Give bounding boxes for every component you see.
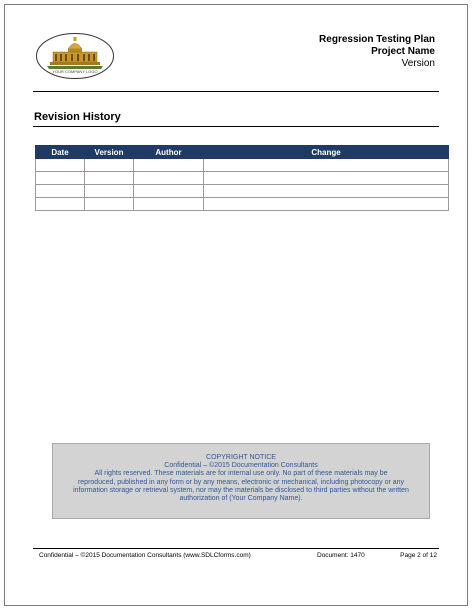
table-row — [36, 198, 449, 211]
column-header-change: Change — [204, 146, 449, 159]
table-row — [36, 185, 449, 198]
table-cell[interactable] — [85, 198, 134, 211]
table-cell[interactable] — [204, 185, 449, 198]
table-cell[interactable] — [36, 159, 85, 172]
table-cell[interactable] — [134, 159, 204, 172]
footer-confidential: Confidential – ©2015 Documentation Consultants (www.SDLCforms.com) — [39, 552, 251, 559]
table-cell[interactable] — [134, 198, 204, 211]
header-divider — [33, 91, 439, 92]
table-cell[interactable] — [85, 159, 134, 172]
footer-page-number: Page 2 of 12 — [400, 552, 437, 559]
copyright-line: All rights reserved. These materials are for internal use only. No part of these materials may be — [94, 470, 388, 478]
section-heading: Revision History — [34, 111, 121, 123]
table-cell[interactable] — [204, 172, 449, 185]
column-header-date: Date — [36, 146, 85, 159]
column-header-author: Author — [134, 146, 204, 159]
footer-document-number: Document: 1470 — [317, 552, 365, 559]
copyright-line: information storage or retrieval system, nor may the materials be disclosed to third parties without the written — [73, 486, 409, 494]
table-row — [36, 159, 449, 172]
company-logo — [35, 32, 115, 80]
logo-caption: YOUR COMPANY LOGO — [52, 69, 98, 74]
table-cell[interactable] — [204, 198, 449, 211]
document-title: Regression Testing Plan — [319, 34, 435, 45]
column-header-version: Version — [85, 146, 134, 159]
section-divider — [33, 126, 439, 127]
copyright-notice — [52, 443, 430, 519]
table-cell[interactable] — [36, 198, 85, 211]
table-cell[interactable] — [36, 172, 85, 185]
table-cell[interactable] — [134, 172, 204, 185]
table-row — [36, 172, 449, 185]
table-cell[interactable] — [36, 185, 85, 198]
table-cell[interactable] — [134, 185, 204, 198]
project-name: Project Name — [371, 46, 435, 57]
table-header-row — [36, 146, 449, 159]
footer-divider — [33, 548, 439, 549]
copyright-line: reproduced, published in any form or by any means, electronic or mechanical, including photocopy or any — [77, 478, 405, 486]
table-cell[interactable] — [85, 172, 134, 185]
document-version: Version — [401, 58, 435, 69]
table-cell[interactable] — [85, 185, 134, 198]
copyright-line: authorization of (Your Company Name). — [179, 495, 303, 503]
document-page — [4, 4, 468, 606]
copyright-line: Confidential – ©2015 Documentation Consultants — [164, 462, 318, 470]
table-cell[interactable] — [204, 159, 449, 172]
copyright-heading: COPYRIGHT NOTICE — [206, 454, 276, 461]
revision-history-table — [35, 145, 449, 211]
